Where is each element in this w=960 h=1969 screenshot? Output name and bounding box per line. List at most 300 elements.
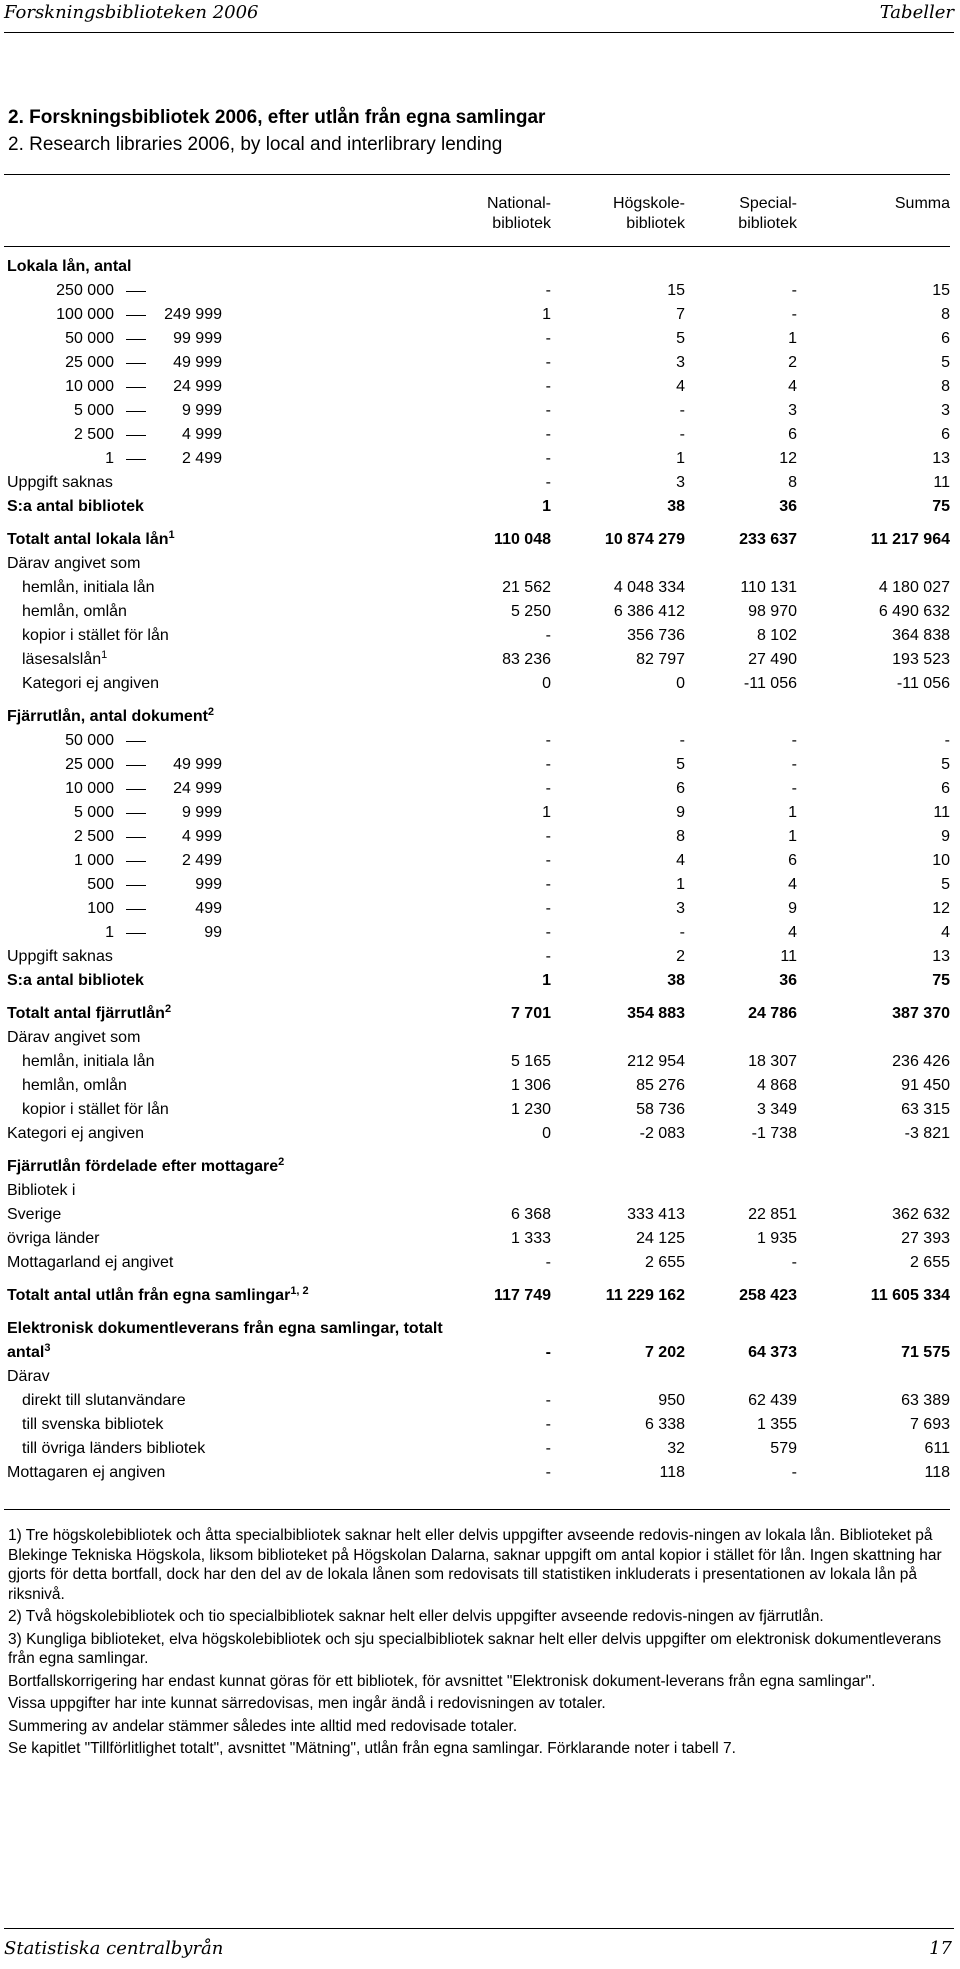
row-label [7,1026,140,1050]
cell-hogskole: 3 [676,474,685,491]
row-label [7,1251,173,1275]
header-bottom-rule [4,246,950,247]
table-row [0,399,960,423]
cell-national: - [545,474,551,491]
range-low: 5 000 [73,402,114,419]
row-label [22,624,169,648]
cell-special: 233 637 [739,531,797,548]
cell-hogskole: 950 [658,1392,685,1409]
row-label-text: hemlån, omlån [22,603,127,620]
cell-summa: 5 [941,876,950,893]
range-dash [126,363,146,364]
cell-special: 4 868 [756,1077,797,1094]
table-row [0,729,960,753]
cell-summa: 13 [932,948,950,965]
table-row [0,801,960,825]
table-row [0,897,960,921]
cell-special: 27 490 [748,651,797,668]
table-row [0,1461,960,1485]
row-label-text: S:a antal bibliotek [7,972,144,989]
row-label [22,1050,155,1074]
cell-summa: 91 450 [901,1077,950,1094]
range-dash [126,387,146,388]
cell-special: - [791,1254,797,1271]
table-row [0,1227,960,1251]
footnote: 3) Kungliga biblioteket, elva högskolebibliotek och sju specialbibliotek saknar helt eller delvis uppgifter om elektronisk dokumentleverans från egna samlingar. [8,1630,942,1667]
table-row [0,279,960,303]
page-footer [0,1928,960,1968]
cell-special: 1 [788,330,797,347]
footnote: 2) Två högskolebibliotek och tio specialbibliotek saknar helt eller delvis uppgifter avseende redovis-ningen av fjärrutlån. [8,1608,824,1625]
row-label [7,705,214,729]
cell-national: - [545,780,551,797]
range-dash [126,765,146,766]
table-row [0,1317,960,1365]
row-label [7,969,144,993]
range-low: 1 [105,924,114,941]
range-low: 25 000 [65,354,114,371]
data-table [0,255,960,1485]
footnote-ref: 2 [164,1003,172,1015]
row-label [22,600,127,624]
cell-summa: 387 370 [892,1005,950,1022]
range-dash [126,813,146,814]
range-dash [126,315,146,316]
table-row [0,672,960,696]
cell-summa: 63 389 [901,1392,950,1409]
range-dash [126,861,146,862]
footnote-ref: 1 [168,529,175,541]
cell-summa: 11 [933,474,950,491]
row-label [22,1437,205,1461]
cell-special: 3 349 [756,1101,797,1118]
cell-special: 98 970 [748,603,797,620]
range-high: 2 499 [181,450,222,467]
row-label-text: Elektronisk dokumentleverans från egna samlingar, totalt antal [7,1320,443,1361]
cell-special: -1 738 [751,1125,797,1142]
footnote-ref: 2 [278,1156,285,1168]
cell-summa: 6 [941,426,950,443]
row-label-text: Kategori ej angiven [7,1125,144,1142]
row-label [7,255,131,279]
cell-summa: 364 838 [892,627,950,644]
row-label-text: S:a antal bibliotek [7,498,144,515]
cell-special: 579 [770,1440,797,1457]
row-label-text: kopior i stället för lån [22,1101,169,1118]
cell-hogskole: 5 [676,330,685,347]
cell-hogskole: 0 [676,675,685,692]
column-header-hogskole: Högskole- bibliotek [612,195,685,232]
row-label-text: Bibliotek i [7,1182,76,1199]
table-bottom-rule [4,1509,950,1510]
cell-hogskole: 1 [676,450,685,467]
range-dash [126,411,146,412]
cell-special: 12 [779,450,797,467]
row-label [7,1461,165,1485]
cell-national: 5 250 [510,603,551,620]
table-row [0,1179,960,1203]
cell-hogskole: 11 229 162 [605,1287,685,1304]
cell-hogskole: 1 [676,876,685,893]
cell-summa: 6 [941,780,950,797]
column-header-national: National- bibliotek [486,195,551,232]
cell-national: - [545,828,551,845]
cell-national: - [545,378,551,395]
cell-summa: 27 393 [901,1230,950,1247]
range-low: 500 [87,876,114,893]
cell-national: - [545,1344,551,1361]
cell-national: 0 [542,1125,551,1142]
row-label-text: hemlån, initiala lån [22,579,155,596]
row-label [7,1365,50,1389]
footnote-ref: 2 [207,706,215,718]
row-label-text: Totalt antal utlån från egna samlingar [7,1287,291,1304]
row-label [22,648,107,672]
cell-summa: 71 575 [901,1344,950,1361]
row-label-text: Fjärrutlån, antal dokument [7,708,208,725]
cell-summa: 63 315 [901,1101,950,1118]
cell-special: - [791,756,797,773]
cell-hogskole: -2 083 [639,1125,685,1142]
row-label [7,1284,309,1308]
table-row [0,423,960,447]
row-label [22,1413,163,1437]
range-low: 50 000 [65,330,114,347]
cell-summa: 6 490 632 [878,603,950,620]
cell-special: 4 [788,924,797,941]
table-row [0,753,960,777]
row-label [7,1317,477,1365]
table-row [0,1155,960,1179]
cell-summa: 6 [941,330,950,347]
cell-national: - [545,354,551,371]
cell-summa: 7 693 [909,1416,950,1433]
footnote-ref: 3 [44,1342,51,1354]
cell-national: 110 048 [494,531,551,548]
cell-hogskole: 6 [676,780,685,797]
cell-summa: 13 [932,450,950,467]
table-row [0,705,960,729]
range-high: 9 999 [181,402,222,419]
row-label-text: till svenska bibliotek [22,1416,164,1433]
range-dash [126,435,146,436]
range-dash [126,291,146,292]
row-label-text: Uppgift saknas [7,474,113,491]
table-row [0,849,960,873]
table-row [0,873,960,897]
cell-national: - [545,924,551,941]
table-row [0,255,960,279]
row-label [7,552,140,576]
header-left: Forskningsbiblioteken 2006 [4,2,259,23]
table-row [0,777,960,801]
table-row [0,1122,960,1146]
column-header-special: Special- bibliotek [738,195,797,232]
cell-special: 9 [788,900,797,917]
cell-hogskole: 32 [667,1440,685,1457]
cell-hogskole: 15 [667,282,685,299]
table-row [0,825,960,849]
cell-hogskole: 6 338 [644,1416,685,1433]
cell-summa: - [944,732,950,749]
row-label-text: läsesalslån [22,651,102,668]
cell-summa: 4 180 027 [878,579,950,596]
cell-national: - [545,1440,551,1457]
range-high: 99 999 [173,330,222,347]
cell-hogskole: 356 736 [627,627,685,644]
cell-special: 18 307 [748,1053,797,1070]
cell-special: 8 [788,474,797,491]
cell-hogskole: 4 048 334 [613,579,685,596]
cell-hogskole: - [679,402,685,419]
footer-rule [4,1928,954,1929]
cell-special: 2 [788,354,797,371]
table-row [0,327,960,351]
range-high: 999 [195,876,222,893]
cell-national: - [545,450,551,467]
range-high: 4 999 [181,426,222,443]
row-label [7,1227,100,1251]
row-label [22,1389,186,1413]
cell-summa: 5 [941,354,950,371]
cell-summa: 4 [941,924,950,941]
table-row [0,303,960,327]
footnote: Bortfallskorrigering har endast kunnat göras för ett bibliotek, för avsnittet "Elektronisk dokument-leverans från egna samlingar". [8,1672,876,1690]
cell-national: - [545,402,551,419]
range-low: 1 [105,450,114,467]
cell-hogskole: 58 736 [636,1101,685,1118]
cell-national: - [545,1392,551,1409]
row-label [7,1203,61,1227]
cell-national: - [545,426,551,443]
cell-special: - [791,780,797,797]
table-row [0,375,960,399]
table-row [0,1413,960,1437]
cell-summa: 10 [932,852,950,869]
cell-national: - [545,1254,551,1271]
cell-special: 36 [779,498,797,515]
cell-summa: 362 632 [892,1206,950,1223]
cell-special: 110 131 [740,579,797,596]
cell-summa: 5 [941,756,950,773]
cell-special: - [791,732,797,749]
table-row [0,447,960,471]
cell-summa: 15 [932,282,950,299]
cell-national: 1 [542,306,551,323]
cell-special: - [791,282,797,299]
cell-national: 1 [542,804,551,821]
range-low: 50 000 [65,732,114,749]
row-label [7,1002,171,1026]
cell-hogskole: 212 954 [627,1053,685,1070]
row-label-text: Mottagaren ej angiven [7,1464,166,1481]
row-label-text: Uppgift saknas [7,948,113,965]
row-label-text: Kategori ej angiven [22,675,159,692]
range-dash [126,837,146,838]
table-row [0,1050,960,1074]
row-label [7,945,113,969]
cell-special: 1 355 [756,1416,797,1433]
top-rule [4,174,950,175]
cell-special: 8 102 [756,627,797,644]
cell-summa: 193 523 [892,651,950,668]
cell-hogskole: - [679,426,685,443]
column-header-summa: Summa [894,195,950,212]
table-row [0,471,960,495]
table-row [0,1203,960,1227]
cell-hogskole: 3 [676,354,685,371]
cell-hogskole: 3 [676,900,685,917]
cell-hogskole: 333 413 [627,1206,685,1223]
cell-hogskole: 10 874 279 [604,531,685,548]
cell-national: 1 306 [510,1077,551,1094]
cell-national: - [545,330,551,347]
cell-hogskole: 24 125 [636,1230,685,1247]
table-row [0,351,960,375]
cell-hogskole: 4 [676,378,685,395]
row-label [7,1155,284,1179]
range-dash [126,741,146,742]
row-label [22,672,159,696]
cell-special: 258 423 [739,1287,797,1304]
cell-special: -11 056 [743,675,797,692]
cell-hogskole: 8 [676,828,685,845]
cell-hogskole: 9 [676,804,685,821]
cell-hogskole: 38 [667,972,685,989]
range-high: 99 [204,924,222,941]
range-low: 10 000 [65,780,114,797]
range-low: 100 [87,900,114,917]
cell-hogskole: 38 [667,498,685,515]
cell-summa: 236 426 [892,1053,950,1070]
row-label [7,1179,75,1203]
cell-summa: -11 056 [896,675,950,692]
range-low: 2 500 [73,426,114,443]
table-row [0,528,960,552]
row-label-text: Därav angivet som [7,1029,141,1046]
cell-special: 24 786 [748,1005,797,1022]
cell-special: 1 [788,828,797,845]
range-low: 250 000 [56,282,114,299]
row-label-text: Lokala lån, antal [7,258,132,275]
cell-national: 7 701 [510,1005,551,1022]
range-high: 2 499 [181,852,222,869]
row-label-text: Fjärrutlån fördelade efter mottagare [7,1158,279,1175]
cell-hogskole: 2 [676,948,685,965]
cell-summa: 75 [932,498,950,515]
table-row [0,1002,960,1026]
cell-national: - [545,876,551,893]
range-low: 2 500 [73,828,114,845]
row-label-text: övriga länder [7,1230,100,1247]
cell-national: - [545,756,551,773]
header-rule [4,32,954,33]
cell-national: 0 [542,675,551,692]
row-label-text: Sverige [7,1206,62,1223]
footnote: Vissa uppgifter har inte kunnat särredovisas, men ingår ändå i redovisningen av totaler. [8,1695,606,1712]
cell-summa: 8 [941,378,950,395]
cell-special: 64 373 [748,1344,797,1361]
footnote: Summering av andelar stämmer således inte alltid med redovisade totaler. [8,1717,518,1735]
cell-summa: 12 [932,900,950,917]
cell-hogskole: 6 386 412 [613,603,685,620]
row-label-text: direkt till slutanvändare [22,1392,186,1409]
cell-summa: 11 [933,804,950,821]
header-right: Tabeller [879,2,954,23]
table-row [0,1437,960,1461]
range-low: 10 000 [65,378,114,395]
cell-hogskole: 82 797 [636,651,685,668]
cell-special: 22 851 [748,1206,797,1223]
cell-national: - [545,1464,551,1481]
cell-summa: 3 [941,402,950,419]
cell-summa: 2 655 [909,1254,950,1271]
table-row [0,552,960,576]
row-label [7,528,175,552]
cell-special: - [791,1464,797,1481]
cell-special: 62 439 [748,1392,797,1409]
table-row [0,1251,960,1275]
range-dash [126,339,146,340]
range-low: 5 000 [73,804,114,821]
row-label-text: hemlån, omlån [22,1077,127,1094]
table-row [0,1365,960,1389]
cell-special: 4 [788,876,797,893]
table-row [0,1284,960,1308]
range-low: 1 000 [73,852,114,869]
cell-summa: 75 [932,972,950,989]
cell-summa: 611 [924,1440,950,1457]
table-title-en: 2. Research libraries 2006, by local and interlibrary lending [8,134,503,155]
cell-national: - [545,852,551,869]
row-label [7,495,144,519]
cell-special: 3 [788,402,797,419]
cell-summa: 11 605 334 [870,1287,950,1304]
row-label [7,471,113,495]
cell-national: 1 333 [510,1230,551,1247]
row-label-text: till övriga länders bibliotek [22,1440,206,1457]
footnote: Se kapitlet "Tillförlitlighet totalt", avsnittet "Mätning", utlån från egna samlingar. Förklarande noter i tabell 7. [8,1740,736,1757]
cell-national: 1 [542,972,551,989]
range-high: 499 [195,900,222,917]
cell-special: 36 [779,972,797,989]
cell-hogskole: - [679,924,685,941]
table-row [0,969,960,993]
footnote: 1) Tre högskolebibliotek och åtta specialbibliotek saknar helt eller delvis uppgifter avseende redovis-ningen av lokala lån. Biblioteket på Blekinge Tekniska Högskola, liksom biblioteket på Högskolan Dalarna, saknar uppgift om antal kopior i stället för lån. Ingen skattning har gjorts för detta bortfall, dock har den del av de lokala lånen som redovisats till statistiken inkluderats i presentationen av lokala lån på riksnivå. [8,1527,942,1603]
cell-special: 6 [788,426,797,443]
cell-summa: 11 217 964 [870,531,950,548]
cell-hogskole: 2 655 [644,1254,685,1271]
cell-national: - [545,627,551,644]
cell-special: 4 [788,378,797,395]
range-low: 100 000 [56,306,114,323]
table-row [0,1389,960,1413]
row-label [22,1074,127,1098]
row-label-text: Totalt antal lokala lån [7,531,169,548]
cell-hogskole: 118 [659,1464,685,1481]
range-high: 24 999 [173,378,222,395]
cell-special: 6 [788,852,797,869]
table-title-sv: 2. Forskningsbibliotek 2006, efter utlån från egna samlingar [8,107,546,128]
row-label-text: Därav angivet som [7,555,141,572]
cell-national: 1 230 [510,1101,551,1118]
range-dash [126,933,146,934]
cell-hogskole: 4 [676,852,685,869]
cell-hogskole: 85 276 [636,1077,685,1094]
row-label-text: kopior i stället för lån [22,627,169,644]
row-label-text: hemlån, initiala lån [22,1053,155,1070]
range-high: 49 999 [173,354,222,371]
